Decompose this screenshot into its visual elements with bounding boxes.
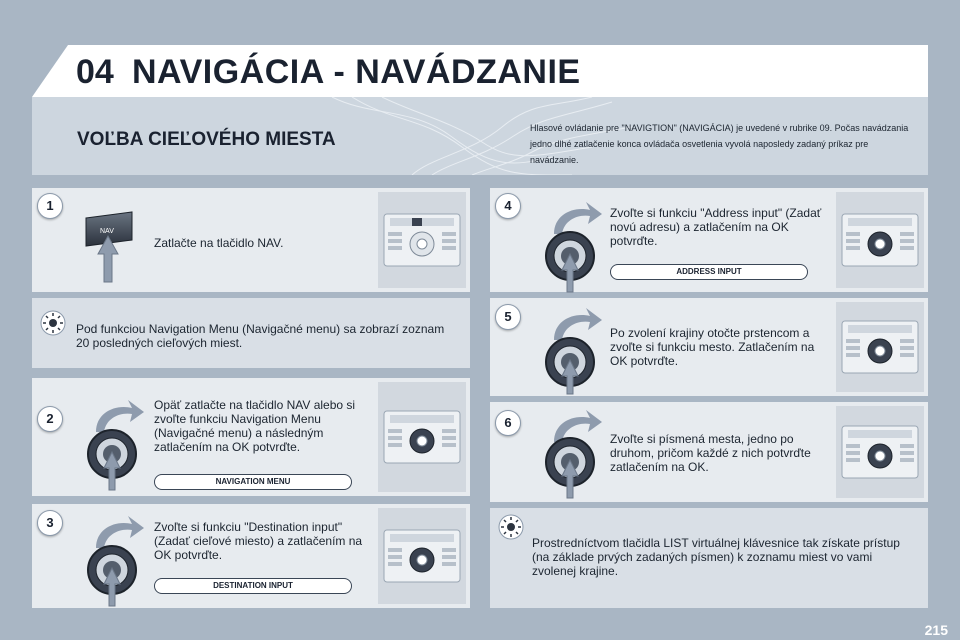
step-5-panel — [490, 298, 928, 396]
lightbulb-tip-icon — [40, 310, 66, 336]
radio-unit-icon — [836, 208, 924, 272]
rotary-knob-illustration — [534, 194, 606, 294]
radio-unit-icon — [378, 208, 466, 272]
tip-2-text: Prostredníctvom tlačidla LIST virtuálnej klávesnice tak získate prístup (na základe prvých zadaných písmen) k zoznamu miest vo vami zvolenej krajine. — [532, 536, 900, 578]
step-1-text: Zatlačte na tlačidlo NAV. — [154, 236, 284, 250]
page-title: NAVIGÁCIA - NAVÁDZANIE — [132, 53, 581, 91]
chapter-number: 04 — [76, 53, 114, 91]
rotary-knob-illustration — [534, 300, 606, 400]
radio-unit-icon — [836, 420, 924, 484]
nav-button-illustration — [78, 206, 138, 284]
section-band — [32, 97, 928, 175]
step-5-text: Po zvolení krajiny otočte prstencom a zvoľte si funkciu mesto. Zatlačením na OK potvrďte. — [610, 326, 815, 368]
voice-control-note: Hlasové ovládanie pre "NAVIGTION" (NAVIGÁCIA) je uvedené v rubrike 09. Počas navádzania jedno dlhé zatlačenie konca ovládača osvetlenia vyvolá naposledy zadaný príkaz pre navádzanie. — [530, 123, 909, 165]
address-input-label: ADDRESS INPUT — [610, 264, 808, 280]
step-4-text: Zvoľte si funkciu "Address input" (Zadať novú adresu) a zatlačením na OK potvrďte. — [610, 206, 822, 248]
step-5-badge: 5 — [495, 304, 521, 330]
step-6-radio-image — [836, 406, 924, 498]
navigation-menu-label: NAVIGATION MENU — [154, 474, 352, 490]
nav-button-label: NAV — [100, 228, 114, 235]
step-1-badge: 1 — [37, 193, 63, 219]
step-1-radio-image — [378, 192, 466, 288]
step-4-radio-image — [836, 192, 924, 288]
step-6-text: Zvoľte si písmená mesta, jedno po druhom, pričom každé z nich potvrďte zatlačením na OK. — [610, 432, 811, 474]
step-2-badge: 2 — [37, 406, 63, 432]
step-2-text: Opäť zatlačte na tlačidlo NAV alebo si zvoľte funkciu Navigation Menu (Navigačné menu) a následným zatlačením na OK potvrďte. — [154, 398, 356, 454]
lightbulb-tip-icon — [498, 514, 524, 540]
tip-1-text: Pod funkciou Navigation Menu (Navigačné menu) sa zobrazí zoznam 20 posledných cieľových miest. — [76, 322, 445, 350]
step-2-radio-image — [378, 382, 466, 492]
step-6-panel — [490, 402, 928, 502]
step-4-panel — [490, 188, 928, 292]
tip-1-panel — [32, 298, 470, 368]
step-1-panel — [32, 188, 470, 292]
step-4-badge: 4 — [495, 193, 521, 219]
step-3-text: Zvoľte si funkciu "Destination input" (Zadať cieľové miesto) a zatlačením na OK potvrďte. — [154, 520, 363, 562]
step-3-panel — [32, 504, 470, 608]
destination-input-label: DESTINATION INPUT — [154, 578, 352, 594]
rotary-knob-illustration — [534, 402, 606, 502]
page-number: 215 — [924, 622, 948, 638]
rotary-knob-illustration — [76, 508, 148, 608]
step-2-panel — [32, 378, 470, 496]
page-header — [32, 45, 928, 97]
step-3-badge: 3 — [37, 510, 63, 536]
step-5-radio-image — [836, 302, 924, 392]
section-title: VOĽBA CIEĽOVÉHO MIESTA — [77, 129, 336, 150]
radio-unit-icon — [378, 405, 466, 469]
step-6-badge: 6 — [495, 410, 521, 436]
radio-unit-icon — [836, 315, 924, 379]
header-corner-cut — [32, 45, 68, 97]
tip-2-panel — [490, 508, 928, 608]
rotary-knob-illustration — [76, 392, 148, 492]
radio-unit-icon — [378, 524, 466, 588]
step-3-radio-image — [378, 508, 466, 604]
